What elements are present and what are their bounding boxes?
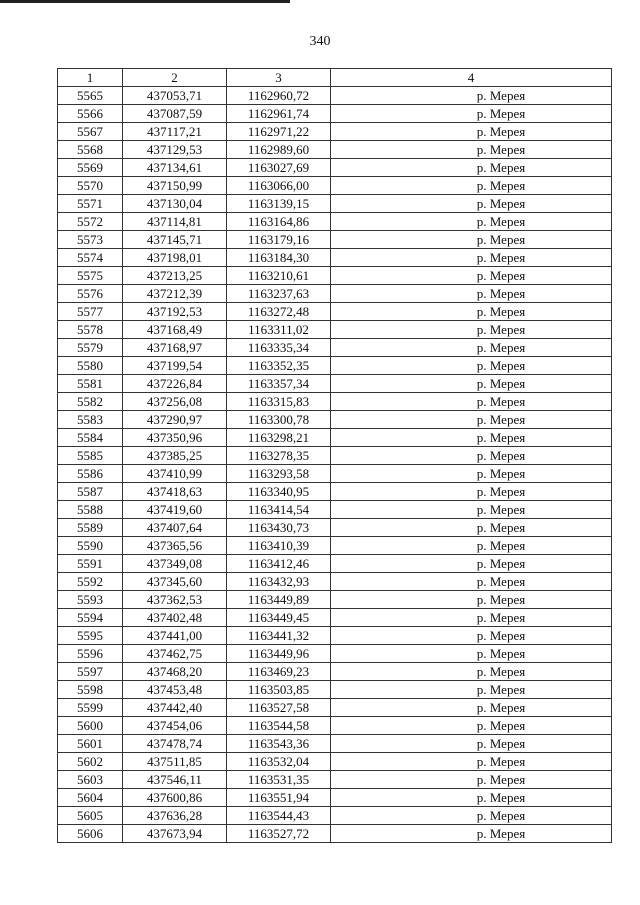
table-row: [58, 501, 612, 519]
point-number-cell: 5568: [58, 141, 123, 159]
x-coordinate-cell: 437454,06: [123, 717, 227, 735]
object-name-cell: р. Мерея: [331, 303, 612, 321]
x-coordinate-cell: 437478,74: [123, 735, 227, 753]
point-number-cell: 5601: [58, 735, 123, 753]
object-name-cell: р. Мерея: [331, 249, 612, 267]
table-row: [58, 447, 612, 465]
x-coordinate-cell: 437145,71: [123, 231, 227, 249]
point-number-cell: 5574: [58, 249, 123, 267]
point-number-cell: 5584: [58, 429, 123, 447]
x-coordinate-cell: 437226,84: [123, 375, 227, 393]
y-coordinate-cell: 1163335,34: [227, 339, 331, 357]
y-coordinate-cell: 1163164,86: [227, 213, 331, 231]
object-name-cell: р. Мерея: [331, 465, 612, 483]
x-coordinate-cell: 437410,99: [123, 465, 227, 483]
point-number-cell: 5606: [58, 825, 123, 843]
point-number-cell: 5573: [58, 231, 123, 249]
y-coordinate-cell: 1163449,89: [227, 591, 331, 609]
x-coordinate-cell: 437168,97: [123, 339, 227, 357]
table-row: [58, 789, 612, 807]
table-row: [58, 537, 612, 555]
object-name-cell: р. Мерея: [331, 681, 612, 699]
table-row: [58, 771, 612, 789]
object-name-cell: р. Мерея: [331, 663, 612, 681]
table-row: [58, 681, 612, 699]
object-name-cell: р. Мерея: [331, 105, 612, 123]
point-number-cell: 5582: [58, 393, 123, 411]
x-coordinate-cell: 437350,96: [123, 429, 227, 447]
object-name-cell: р. Мерея: [331, 501, 612, 519]
table-row: [58, 357, 612, 375]
table-row: [58, 465, 612, 483]
object-name-cell: р. Мерея: [331, 789, 612, 807]
object-name-cell: р. Мерея: [331, 807, 612, 825]
object-name-cell: р. Мерея: [331, 753, 612, 771]
y-coordinate-cell: 1163184,30: [227, 249, 331, 267]
x-coordinate-cell: 437441,00: [123, 627, 227, 645]
table-body: [58, 87, 612, 843]
table-row: [58, 519, 612, 537]
object-name-cell: р. Мерея: [331, 825, 612, 843]
y-coordinate-cell: 1163544,58: [227, 717, 331, 735]
point-number-cell: 5575: [58, 267, 123, 285]
y-coordinate-cell: 1163311,02: [227, 321, 331, 339]
point-number-cell: 5594: [58, 609, 123, 627]
table-row: [58, 825, 612, 843]
object-name-cell: р. Мерея: [331, 735, 612, 753]
point-number-cell: 5577: [58, 303, 123, 321]
object-name-cell: р. Мерея: [331, 483, 612, 501]
table-header: [58, 69, 612, 87]
point-number-cell: 5605: [58, 807, 123, 825]
y-coordinate-cell: 1163298,21: [227, 429, 331, 447]
object-name-cell: р. Мерея: [331, 321, 612, 339]
table-row: [58, 213, 612, 231]
table-row: [58, 717, 612, 735]
x-coordinate-cell: 437365,56: [123, 537, 227, 555]
object-name-cell: р. Мерея: [331, 213, 612, 231]
y-coordinate-cell: 1163293,58: [227, 465, 331, 483]
point-number-cell: 5571: [58, 195, 123, 213]
table-row: [58, 555, 612, 573]
y-coordinate-cell: 1163544,43: [227, 807, 331, 825]
object-name-cell: р. Мерея: [331, 285, 612, 303]
x-coordinate-cell: 437114,81: [123, 213, 227, 231]
x-coordinate-cell: 437130,04: [123, 195, 227, 213]
y-coordinate-cell: 1162989,60: [227, 141, 331, 159]
point-number-cell: 5566: [58, 105, 123, 123]
table-row: [58, 591, 612, 609]
x-coordinate-cell: 437198,01: [123, 249, 227, 267]
table-row: [58, 231, 612, 249]
x-coordinate-cell: 437053,71: [123, 87, 227, 105]
object-name-cell: р. Мерея: [331, 447, 612, 465]
object-name-cell: р. Мерея: [331, 717, 612, 735]
object-name-cell: р. Мерея: [331, 627, 612, 645]
point-number-cell: 5580: [58, 357, 123, 375]
y-coordinate-cell: 1163527,72: [227, 825, 331, 843]
x-coordinate-cell: 437212,39: [123, 285, 227, 303]
table-row: [58, 105, 612, 123]
table-row: [58, 393, 612, 411]
y-coordinate-cell: 1163527,58: [227, 699, 331, 717]
page-number: 340: [309, 34, 331, 49]
object-name-cell: р. Мерея: [331, 429, 612, 447]
table-row: [58, 285, 612, 303]
point-number-cell: 5598: [58, 681, 123, 699]
y-coordinate-cell: 1163272,48: [227, 303, 331, 321]
header-row: [58, 69, 612, 87]
point-number-cell: 5581: [58, 375, 123, 393]
x-coordinate-cell: 437168,49: [123, 321, 227, 339]
y-coordinate-cell: 1163430,73: [227, 519, 331, 537]
point-number-cell: 5599: [58, 699, 123, 717]
table-row: [58, 141, 612, 159]
y-coordinate-cell: 1163139,15: [227, 195, 331, 213]
y-coordinate-cell: 1163543,36: [227, 735, 331, 753]
x-coordinate-cell: 437129,53: [123, 141, 227, 159]
object-name-cell: р. Мерея: [331, 177, 612, 195]
x-coordinate-cell: 437511,85: [123, 753, 227, 771]
object-name-cell: р. Мерея: [331, 591, 612, 609]
point-number-cell: 5567: [58, 123, 123, 141]
x-coordinate-cell: 437349,08: [123, 555, 227, 573]
object-name-cell: р. Мерея: [331, 339, 612, 357]
point-number-cell: 5600: [58, 717, 123, 735]
table-row: [58, 195, 612, 213]
x-coordinate-cell: 437256,08: [123, 393, 227, 411]
x-coordinate-cell: 437546,11: [123, 771, 227, 789]
point-number-cell: 5591: [58, 555, 123, 573]
x-coordinate-cell: 437192,53: [123, 303, 227, 321]
x-coordinate-cell: 437462,75: [123, 645, 227, 663]
table-row: [58, 645, 612, 663]
object-name-cell: р. Мерея: [331, 123, 612, 141]
point-number-cell: 5570: [58, 177, 123, 195]
point-number-cell: 5596: [58, 645, 123, 663]
point-number-cell: 5597: [58, 663, 123, 681]
x-coordinate-cell: 437407,64: [123, 519, 227, 537]
object-name-cell: р. Мерея: [331, 537, 612, 555]
table-row: [58, 303, 612, 321]
table-row: [58, 483, 612, 501]
y-coordinate-cell: 1163237,63: [227, 285, 331, 303]
x-coordinate-cell: 437468,20: [123, 663, 227, 681]
point-number-cell: 5569: [58, 159, 123, 177]
y-coordinate-cell: 1163414,54: [227, 501, 331, 519]
y-coordinate-cell: 1163357,34: [227, 375, 331, 393]
x-coordinate-cell: 437385,25: [123, 447, 227, 465]
x-coordinate-cell: 437636,28: [123, 807, 227, 825]
y-coordinate-cell: 1163352,35: [227, 357, 331, 375]
object-name-cell: р. Мерея: [331, 573, 612, 591]
point-number-cell: 5602: [58, 753, 123, 771]
table-row: [58, 573, 612, 591]
x-coordinate-cell: 437345,60: [123, 573, 227, 591]
x-coordinate-cell: 437117,21: [123, 123, 227, 141]
table-row: [58, 177, 612, 195]
y-coordinate-cell: 1163410,39: [227, 537, 331, 555]
table-row: [58, 699, 612, 717]
x-coordinate-cell: 437418,63: [123, 483, 227, 501]
y-coordinate-cell: 1163066,00: [227, 177, 331, 195]
object-name-cell: р. Мерея: [331, 411, 612, 429]
table-row: [58, 123, 612, 141]
column-header-2: 2: [123, 69, 227, 87]
top-rule: [0, 0, 290, 3]
point-number-cell: 5585: [58, 447, 123, 465]
y-coordinate-cell: 1163532,04: [227, 753, 331, 771]
table-row: [58, 609, 612, 627]
y-coordinate-cell: 1162971,22: [227, 123, 331, 141]
y-coordinate-cell: 1163340,95: [227, 483, 331, 501]
x-coordinate-cell: 437134,61: [123, 159, 227, 177]
table-row: [58, 429, 612, 447]
x-coordinate-cell: 437150,99: [123, 177, 227, 195]
coordinates-table: [57, 68, 612, 843]
object-name-cell: р. Мерея: [331, 393, 612, 411]
table-row: [58, 339, 612, 357]
point-number-cell: 5589: [58, 519, 123, 537]
y-coordinate-cell: 1163531,35: [227, 771, 331, 789]
y-coordinate-cell: 1162960,72: [227, 87, 331, 105]
table-row: [58, 735, 612, 753]
y-coordinate-cell: 1163315,83: [227, 393, 331, 411]
x-coordinate-cell: 437600,86: [123, 789, 227, 807]
x-coordinate-cell: 437419,60: [123, 501, 227, 519]
table-row: [58, 249, 612, 267]
x-coordinate-cell: 437453,48: [123, 681, 227, 699]
column-header-3: 3: [227, 69, 331, 87]
table-row: [58, 321, 612, 339]
x-coordinate-cell: 437213,25: [123, 267, 227, 285]
object-name-cell: р. Мерея: [331, 609, 612, 627]
object-name-cell: р. Мерея: [331, 771, 612, 789]
point-number-cell: 5579: [58, 339, 123, 357]
x-coordinate-cell: 437673,94: [123, 825, 227, 843]
object-name-cell: р. Мерея: [331, 375, 612, 393]
point-number-cell: 5593: [58, 591, 123, 609]
table-row: [58, 411, 612, 429]
column-header-1: 1: [58, 69, 123, 87]
table-row: [58, 267, 612, 285]
object-name-cell: р. Мерея: [331, 87, 612, 105]
table-row: [58, 627, 612, 645]
x-coordinate-cell: 437087,59: [123, 105, 227, 123]
point-number-cell: 5592: [58, 573, 123, 591]
table-row: [58, 87, 612, 105]
point-number-cell: 5590: [58, 537, 123, 555]
y-coordinate-cell: 1163432,93: [227, 573, 331, 591]
y-coordinate-cell: 1162961,74: [227, 105, 331, 123]
object-name-cell: р. Мерея: [331, 231, 612, 249]
point-number-cell: 5586: [58, 465, 123, 483]
table-row: [58, 753, 612, 771]
point-number-cell: 5587: [58, 483, 123, 501]
y-coordinate-cell: 1163179,16: [227, 231, 331, 249]
point-number-cell: 5583: [58, 411, 123, 429]
table-row: [58, 159, 612, 177]
x-coordinate-cell: 437290,97: [123, 411, 227, 429]
column-header-4: 4: [331, 69, 612, 87]
table-row: [58, 807, 612, 825]
object-name-cell: р. Мерея: [331, 159, 612, 177]
point-number-cell: 5595: [58, 627, 123, 645]
y-coordinate-cell: 1163551,94: [227, 789, 331, 807]
object-name-cell: р. Мерея: [331, 519, 612, 537]
object-name-cell: р. Мерея: [331, 357, 612, 375]
x-coordinate-cell: 437199,54: [123, 357, 227, 375]
object-name-cell: р. Мерея: [331, 555, 612, 573]
point-number-cell: 5565: [58, 87, 123, 105]
y-coordinate-cell: 1163300,78: [227, 411, 331, 429]
table-row: [58, 663, 612, 681]
x-coordinate-cell: 437402,48: [123, 609, 227, 627]
x-coordinate-cell: 437362,53: [123, 591, 227, 609]
x-coordinate-cell: 437442,40: [123, 699, 227, 717]
point-number-cell: 5576: [58, 285, 123, 303]
object-name-cell: р. Мерея: [331, 645, 612, 663]
y-coordinate-cell: 1163278,35: [227, 447, 331, 465]
y-coordinate-cell: 1163210,61: [227, 267, 331, 285]
y-coordinate-cell: 1163469,23: [227, 663, 331, 681]
y-coordinate-cell: 1163412,46: [227, 555, 331, 573]
y-coordinate-cell: 1163503,85: [227, 681, 331, 699]
point-number-cell: 5578: [58, 321, 123, 339]
point-number-cell: 5572: [58, 213, 123, 231]
object-name-cell: р. Мерея: [331, 141, 612, 159]
table-row: [58, 375, 612, 393]
point-number-cell: 5588: [58, 501, 123, 519]
y-coordinate-cell: 1163441,32: [227, 627, 331, 645]
object-name-cell: р. Мерея: [331, 267, 612, 285]
object-name-cell: р. Мерея: [331, 699, 612, 717]
y-coordinate-cell: 1163449,96: [227, 645, 331, 663]
object-name-cell: р. Мерея: [331, 195, 612, 213]
y-coordinate-cell: 1163449,45: [227, 609, 331, 627]
y-coordinate-cell: 1163027,69: [227, 159, 331, 177]
point-number-cell: 5604: [58, 789, 123, 807]
point-number-cell: 5603: [58, 771, 123, 789]
